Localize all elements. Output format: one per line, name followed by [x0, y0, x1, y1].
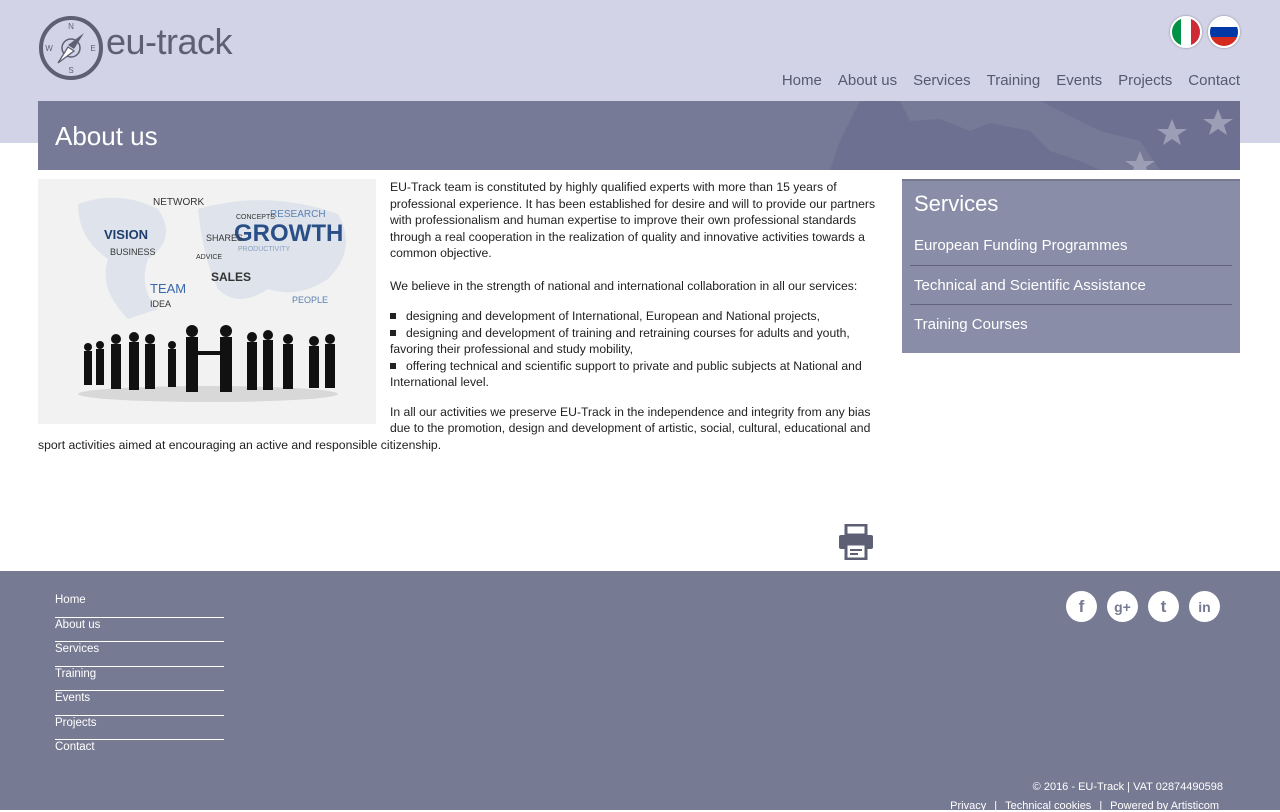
word-shares: SHARES	[206, 233, 244, 243]
russian-flag-icon[interactable]	[1208, 16, 1240, 48]
sidebar-item-training-courses[interactable]: Training Courses	[914, 316, 1028, 333]
belief-paragraph: We believe in the strength of national and international collaboration in all our services:	[390, 278, 858, 293]
legal-links: Privacy | Technical cookies | Powered by Artisticom	[950, 800, 1219, 812]
main-nav	[766, 72, 1240, 89]
twitter-icon[interactable]: t	[1148, 591, 1179, 622]
powered-by-link[interactable]: Powered by Artisticom	[1110, 800, 1219, 812]
nav-services[interactable]: Services	[913, 72, 971, 89]
bullet-item: offering technical and scientific support to private and public subjects at National and International level.	[390, 358, 862, 389]
word-vision: VISION	[104, 227, 149, 242]
word-idea: IDEA	[150, 299, 172, 309]
privacy-link[interactable]: Privacy	[950, 800, 987, 812]
nav-about-us[interactable]: About us	[837, 72, 898, 89]
italian-flag-icon[interactable]	[1170, 16, 1202, 48]
word-sales: SALES	[211, 270, 252, 284]
sidebar-item-technical-assistance[interactable]: Technical and Scientific Assistance	[914, 277, 1146, 294]
print-icon[interactable]	[838, 524, 874, 565]
square-bullet-icon	[390, 313, 396, 319]
europe-map-decoration	[740, 101, 1240, 170]
bullet-item: designing and development of International, European and National projects,	[38, 308, 878, 325]
footer-link-contact[interactable]: Contact	[55, 741, 95, 753]
compass-n: N	[68, 22, 74, 31]
compass-s: S	[68, 66, 74, 75]
technical-cookies-link[interactable]: Technical cookies	[1005, 800, 1092, 812]
intro-paragraph: EU-Track team is constituted by highly qualified experts with more than 15 years of professional experience. It has been established for desire and will to provide our partners with professionalism and human expertise to improve their own professional standards through a real cooperation in the realization of quality and innovative activities towards a common objective.	[390, 180, 876, 260]
brand-name: eu-track	[106, 21, 233, 62]
about-content	[38, 179, 878, 469]
word-advice: ADVICE	[196, 254, 223, 261]
google-plus-icon[interactable]: g+	[1107, 591, 1138, 622]
linkedin-icon[interactable]: in	[1189, 591, 1220, 622]
word-research: RESEARCH	[270, 209, 326, 220]
word-business: BUSINESS	[110, 247, 156, 257]
footer-link-about-us[interactable]: About us	[55, 618, 224, 643]
nav-projects[interactable]: Projects	[1118, 72, 1173, 89]
word-growth: GROWTH	[234, 220, 344, 247]
footer-link-events[interactable]: Events	[55, 691, 224, 716]
compass-w: W	[45, 44, 53, 53]
footer-link-services[interactable]: Services	[55, 642, 224, 667]
social-links	[1066, 591, 1220, 622]
closing-paragraph: In all our activities we preserve EU-Track in the independence and integrity from any bias due to the promotion, design and development of artistic, social, cultural, educational and sport activities aimed at encouraging an active and responsible citizenship.	[38, 404, 871, 452]
square-bullet-icon	[390, 363, 396, 369]
bullet-item: designing and development of training and retraining courses for adults and youth, favoring their professional and study mobility,	[390, 325, 850, 356]
services-sidebar	[902, 179, 1240, 353]
nav-events[interactable]: Events	[1056, 72, 1103, 89]
word-concepts: CONCEPTS	[236, 214, 275, 221]
site-footer	[0, 571, 1280, 810]
sidebar-divider	[910, 265, 1232, 266]
copyright: © 2016 - EU-Track | VAT 02874490598	[1032, 781, 1223, 793]
nav-training[interactable]: Training	[986, 72, 1041, 89]
word-network: NETWORK	[153, 197, 205, 208]
footer-link-training[interactable]: Training	[55, 667, 224, 692]
square-bullet-icon	[390, 330, 396, 336]
sidebar-item-european-funding[interactable]: European Funding Programmes	[914, 237, 1128, 254]
word-team: TEAM	[150, 281, 187, 296]
footer-link-home[interactable]: Home	[55, 593, 224, 618]
page-title: About us	[55, 121, 158, 151]
language-switcher	[1170, 16, 1240, 48]
nav-contact[interactable]: Contact	[1188, 72, 1240, 89]
word-productivity: PRODUCTIVITY	[238, 246, 291, 253]
footer-nav	[55, 593, 224, 765]
facebook-icon[interactable]: f	[1066, 591, 1097, 622]
word-people: PEOPLE	[292, 295, 329, 305]
sidebar-divider	[910, 304, 1232, 305]
sidebar-title: Services	[914, 191, 999, 216]
site-logo[interactable]	[38, 15, 232, 81]
compass-e: E	[90, 44, 96, 53]
nav-home[interactable]: Home	[781, 72, 822, 89]
page-hero	[38, 101, 1240, 170]
compass-icon	[38, 15, 104, 81]
footer-link-projects[interactable]: Projects	[55, 716, 224, 741]
